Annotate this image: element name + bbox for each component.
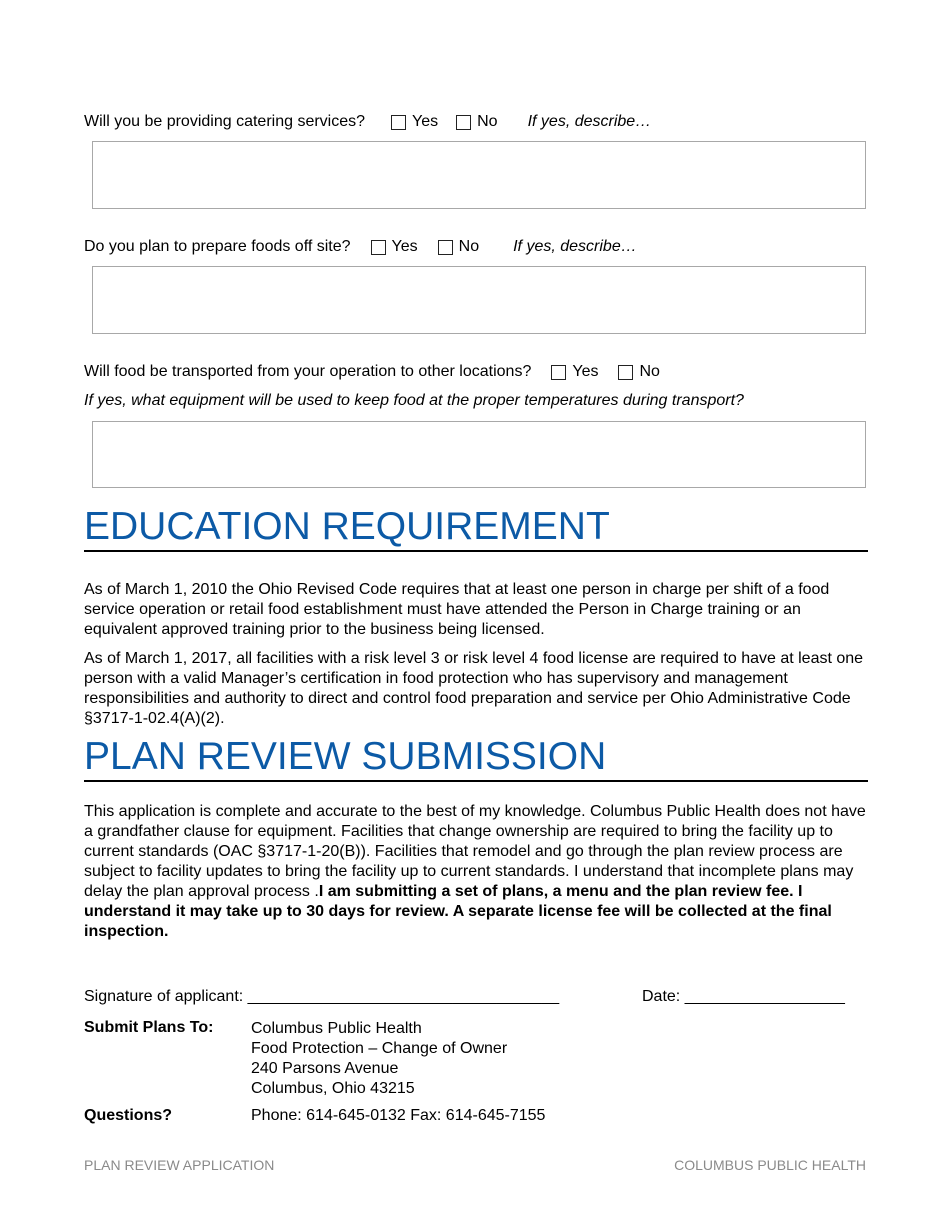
transport-equipment-field[interactable] <box>92 421 866 488</box>
education-paragraph-2: As of March 1, 2017, all facilities with a risk level 3 or risk level 4 food license are required to have at least one person with a valid Manager’s certification in food protection who has supervisory and management responsibilities and authority to direct and control food preparation and service per Ohio Administrative Code §3717-1-02.4(A)(2). <box>84 650 864 727</box>
submission-bold-text: I am submitting a set of plans, a menu and the plan review fee. I understand it may take up to 30 days for review. A separate license fee will be collected at the final inspection. <box>84 883 832 940</box>
checkbox-box[interactable] <box>618 365 633 380</box>
checkbox-label: No <box>477 113 498 130</box>
submission-paragraph <box>84 802 868 942</box>
address-line: Food Protection – Change of Owner <box>251 1040 508 1057</box>
checkbox-box[interactable] <box>456 115 471 130</box>
checkbox-box[interactable] <box>438 240 453 255</box>
transport-yes-checkbox[interactable] <box>551 363 598 381</box>
footer-left: PLAN REVIEW APPLICATION <box>84 1157 275 1173</box>
address-line: 240 Parsons Avenue <box>251 1060 399 1077</box>
submission-heading: PLAN REVIEW SUBMISSION <box>84 735 868 782</box>
catering-question-row <box>84 113 651 131</box>
transport-question: Will food be transported from your operation to other locations? <box>84 363 532 380</box>
checkbox-label: Yes <box>572 363 599 380</box>
transport-question-row <box>84 363 660 381</box>
checkbox-label: Yes <box>412 113 439 130</box>
catering-describe-hint: If yes, describe… <box>527 113 652 130</box>
offsite-describe-hint: If yes, describe… <box>513 238 637 255</box>
questions-label: Questions? <box>84 1107 173 1124</box>
submit-address <box>251 1019 507 1099</box>
catering-no-checkbox[interactable] <box>456 113 497 131</box>
contact-phone-fax: Phone: 614-645-0132 Fax: 614-645-7155 <box>251 1107 546 1124</box>
submission-text: This application is complete and accurate to the best of my knowledge. Columbus Public Health does not have a grandfather clause for equipment. Facilities that change ownership are required to bring the facility up to current standards (OAC §3717-1-20(B)). Facilities that remodel and go through the plan review process are subject to facility updates to bring the facility up to current standards. I understand that incomplete plans may delay the plan approval process . <box>84 803 866 900</box>
education-paragraph-1: As of March 1, 2010 the Ohio Revised Code requires that at least one person in charge per shift of a food service operation or retail food establishment must have attended the Person in Charge training or an equivalent approved training prior to the business being licensed. <box>84 581 830 638</box>
transport-followup: If yes, what equipment will be used to keep food at the proper temperatures during transport? <box>84 392 744 409</box>
signature-line[interactable]: Signature of applicant: ___________________________________ <box>84 988 560 1005</box>
education-heading: EDUCATION REQUIREMENT <box>84 505 868 552</box>
offsite-no-checkbox[interactable] <box>438 238 479 256</box>
checkbox-box[interactable] <box>551 365 566 380</box>
offsite-question: Do you plan to prepare foods off site? <box>84 238 351 255</box>
catering-yes-checkbox[interactable] <box>391 113 438 131</box>
catering-question: Will you be providing catering services? <box>84 113 366 130</box>
date-line[interactable]: Date: __________________ <box>642 988 845 1005</box>
submit-plans-label: Submit Plans To: <box>84 1019 214 1036</box>
offsite-yes-checkbox[interactable] <box>371 238 418 256</box>
checkbox-label: No <box>639 363 660 380</box>
offsite-question-row <box>84 238 637 256</box>
transport-no-checkbox[interactable] <box>618 363 659 381</box>
checkbox-label: No <box>458 238 480 255</box>
checkbox-box[interactable] <box>371 240 386 255</box>
checkbox-label: Yes <box>391 238 418 255</box>
checkbox-box[interactable] <box>391 115 406 130</box>
footer-right: COLUMBUS PUBLIC HEALTH <box>674 1157 866 1173</box>
address-line: Columbus, Ohio 43215 <box>251 1080 415 1097</box>
catering-description-field[interactable] <box>92 141 866 209</box>
offsite-description-field[interactable] <box>92 266 866 334</box>
address-line: Columbus Public Health <box>251 1020 422 1037</box>
